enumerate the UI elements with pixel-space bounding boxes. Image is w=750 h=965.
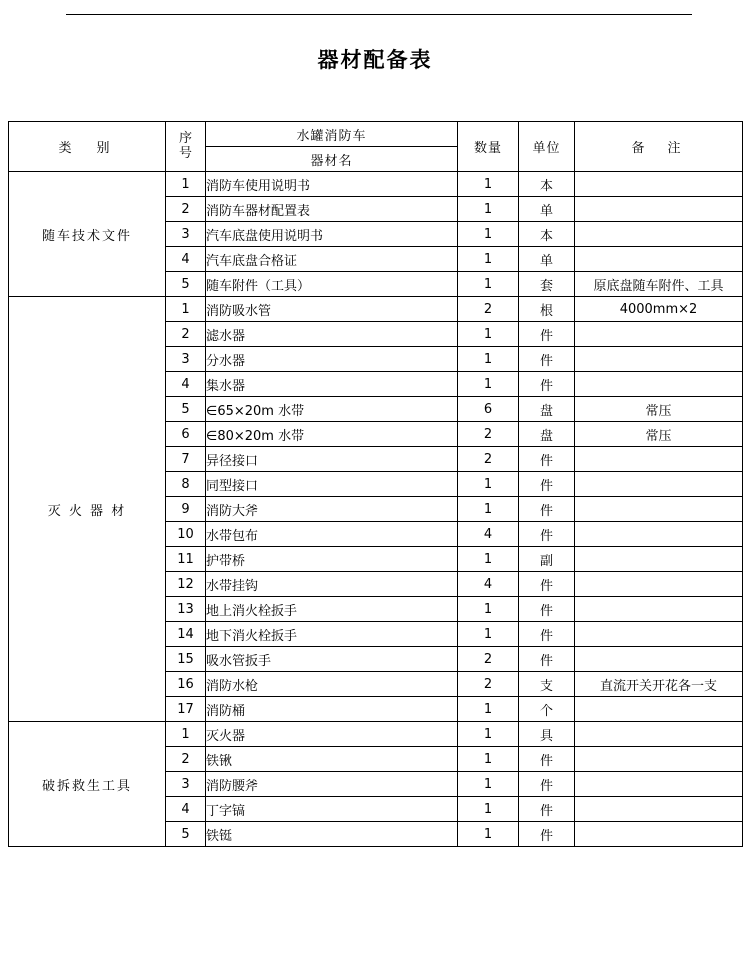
row-qty: 1 — [458, 197, 519, 222]
page-title: 器材配备表 — [317, 48, 433, 72]
row-qty: 1 — [458, 722, 519, 747]
row-name: 随车附件（工具） — [206, 272, 458, 297]
row-remark — [575, 597, 743, 622]
top-divider-rule — [66, 14, 692, 15]
row-unit: 盘 — [519, 397, 575, 422]
row-seq: 5 — [166, 397, 206, 422]
row-name: 地下消火栓扳手 — [206, 622, 458, 647]
row-seq: 10 — [166, 522, 206, 547]
row-remark — [575, 522, 743, 547]
row-qty: 2 — [458, 672, 519, 697]
row-unit: 本 — [519, 172, 575, 197]
row-remark — [575, 447, 743, 472]
row-qty: 2 — [458, 297, 519, 322]
row-seq: 5 — [166, 272, 206, 297]
row-seq: 5 — [166, 822, 206, 847]
row-remark — [575, 472, 743, 497]
row-seq: 6 — [166, 422, 206, 447]
row-remark — [575, 772, 743, 797]
row-qty: 4 — [458, 572, 519, 597]
row-remark — [575, 172, 743, 197]
table-row — [9, 297, 743, 322]
row-qty: 1 — [458, 622, 519, 647]
row-name: 消防水枪 — [206, 672, 458, 697]
row-remark — [575, 622, 743, 647]
header-equipment-name: 器材名 — [206, 147, 458, 172]
row-qty: 1 — [458, 247, 519, 272]
row-unit: 件 — [519, 447, 575, 472]
row-qty: 1 — [458, 172, 519, 197]
header-remark: 备 注 — [575, 122, 743, 172]
row-qty: 6 — [458, 397, 519, 422]
row-name: 灭火器 — [206, 722, 458, 747]
row-qty: 1 — [458, 597, 519, 622]
row-unit: 件 — [519, 747, 575, 772]
row-remark — [575, 247, 743, 272]
row-name: 地上消火栓扳手 — [206, 597, 458, 622]
row-unit: 个 — [519, 697, 575, 722]
row-name: 丁字镐 — [206, 797, 458, 822]
row-unit: 具 — [519, 722, 575, 747]
row-qty: 1 — [458, 547, 519, 572]
row-qty: 2 — [458, 647, 519, 672]
category-cell: 随车技术文件 — [9, 172, 166, 297]
row-unit: 支 — [519, 672, 575, 697]
row-unit: 盘 — [519, 422, 575, 447]
row-unit: 件 — [519, 347, 575, 372]
row-seq: 2 — [166, 322, 206, 347]
row-seq: 8 — [166, 472, 206, 497]
row-seq: 3 — [166, 347, 206, 372]
row-seq: 1 — [166, 722, 206, 747]
table-header-row-1 — [9, 122, 743, 147]
row-name: 分水器 — [206, 347, 458, 372]
category-cell: 灭 火 器 材 — [9, 297, 166, 722]
row-seq: 1 — [166, 297, 206, 322]
row-unit: 件 — [519, 472, 575, 497]
row-name: 铁铤 — [206, 822, 458, 847]
row-unit: 件 — [519, 822, 575, 847]
row-qty: 1 — [458, 372, 519, 397]
row-qty: 1 — [458, 772, 519, 797]
row-remark: 原底盘随车附件、工具 — [575, 272, 743, 297]
row-unit: 件 — [519, 572, 575, 597]
row-seq: 15 — [166, 647, 206, 672]
row-unit: 根 — [519, 297, 575, 322]
row-remark: 直流开关开花各一支 — [575, 672, 743, 697]
row-unit: 件 — [519, 772, 575, 797]
row-qty: 1 — [458, 497, 519, 522]
row-qty: 1 — [458, 747, 519, 772]
row-remark — [575, 572, 743, 597]
header-seq — [166, 122, 206, 172]
row-qty: 2 — [458, 422, 519, 447]
row-name: 同型接口 — [206, 472, 458, 497]
row-name: 汽车底盘使用说明书 — [206, 222, 458, 247]
row-unit: 单 — [519, 247, 575, 272]
row-unit: 单 — [519, 197, 575, 222]
table-row — [9, 172, 743, 197]
row-seq: 3 — [166, 222, 206, 247]
row-remark — [575, 697, 743, 722]
header-vehicle: 水罐消防车 — [206, 122, 458, 147]
row-remark — [575, 497, 743, 522]
row-remark — [575, 822, 743, 847]
row-name: 消防吸水管 — [206, 297, 458, 322]
row-qty: 1 — [458, 697, 519, 722]
row-unit: 件 — [519, 497, 575, 522]
row-seq: 2 — [166, 747, 206, 772]
row-qty: 1 — [458, 222, 519, 247]
header-quantity: 数量 — [458, 122, 519, 172]
row-seq: 16 — [166, 672, 206, 697]
row-unit: 副 — [519, 547, 575, 572]
row-remark — [575, 747, 743, 772]
row-remark — [575, 347, 743, 372]
row-remark — [575, 197, 743, 222]
row-qty: 1 — [458, 472, 519, 497]
row-remark — [575, 547, 743, 572]
row-seq: 14 — [166, 622, 206, 647]
row-name: 铁锹 — [206, 747, 458, 772]
row-name: 集水器 — [206, 372, 458, 397]
row-name: 水带挂钩 — [206, 572, 458, 597]
row-seq: 1 — [166, 172, 206, 197]
row-remark: 常压 — [575, 422, 743, 447]
row-qty: 2 — [458, 447, 519, 472]
row-seq: 12 — [166, 572, 206, 597]
row-qty: 1 — [458, 322, 519, 347]
row-remark — [575, 647, 743, 672]
row-unit: 件 — [519, 797, 575, 822]
row-name: 消防腰斧 — [206, 772, 458, 797]
row-qty: 1 — [458, 272, 519, 297]
row-name: ∈65×20m 水带 — [206, 397, 458, 422]
row-seq: 11 — [166, 547, 206, 572]
row-seq: 7 — [166, 447, 206, 472]
row-qty: 4 — [458, 522, 519, 547]
equipment-table — [8, 121, 743, 847]
row-seq: 13 — [166, 597, 206, 622]
row-name: 消防车器材配置表 — [206, 197, 458, 222]
row-remark — [575, 322, 743, 347]
row-seq: 2 — [166, 197, 206, 222]
row-seq: 4 — [166, 797, 206, 822]
row-remark: 常压 — [575, 397, 743, 422]
row-name: 消防大斧 — [206, 497, 458, 522]
row-name: ∈80×20m 水带 — [206, 422, 458, 447]
header-seq-line2: 号 — [178, 145, 192, 161]
row-unit: 件 — [519, 647, 575, 672]
header-seq-line1: 序 — [178, 130, 192, 146]
row-seq: 17 — [166, 697, 206, 722]
row-name: 水带包布 — [206, 522, 458, 547]
row-unit: 件 — [519, 372, 575, 397]
row-name: 消防车使用说明书 — [206, 172, 458, 197]
row-seq: 9 — [166, 497, 206, 522]
row-remark: 4000mm×2 — [575, 297, 743, 322]
row-unit: 件 — [519, 522, 575, 547]
row-name: 消防桶 — [206, 697, 458, 722]
row-name: 滤水器 — [206, 322, 458, 347]
row-qty: 1 — [458, 822, 519, 847]
row-qty: 1 — [458, 347, 519, 372]
row-unit: 件 — [519, 622, 575, 647]
row-unit: 套 — [519, 272, 575, 297]
header-unit: 单位 — [519, 122, 575, 172]
category-cell: 破拆救生工具 — [9, 722, 166, 847]
header-category: 类 别 — [9, 122, 166, 172]
row-name: 异径接口 — [206, 447, 458, 472]
row-unit: 件 — [519, 322, 575, 347]
row-seq: 4 — [166, 247, 206, 272]
row-unit: 件 — [519, 597, 575, 622]
table-row — [9, 722, 743, 747]
row-remark — [575, 722, 743, 747]
row-qty: 1 — [458, 797, 519, 822]
row-unit: 本 — [519, 222, 575, 247]
row-remark — [575, 222, 743, 247]
row-seq: 4 — [166, 372, 206, 397]
row-remark — [575, 372, 743, 397]
row-name: 护带桥 — [206, 547, 458, 572]
row-name: 吸水管扳手 — [206, 647, 458, 672]
row-remark — [575, 797, 743, 822]
row-name: 汽车底盘合格证 — [206, 247, 458, 272]
row-seq: 3 — [166, 772, 206, 797]
